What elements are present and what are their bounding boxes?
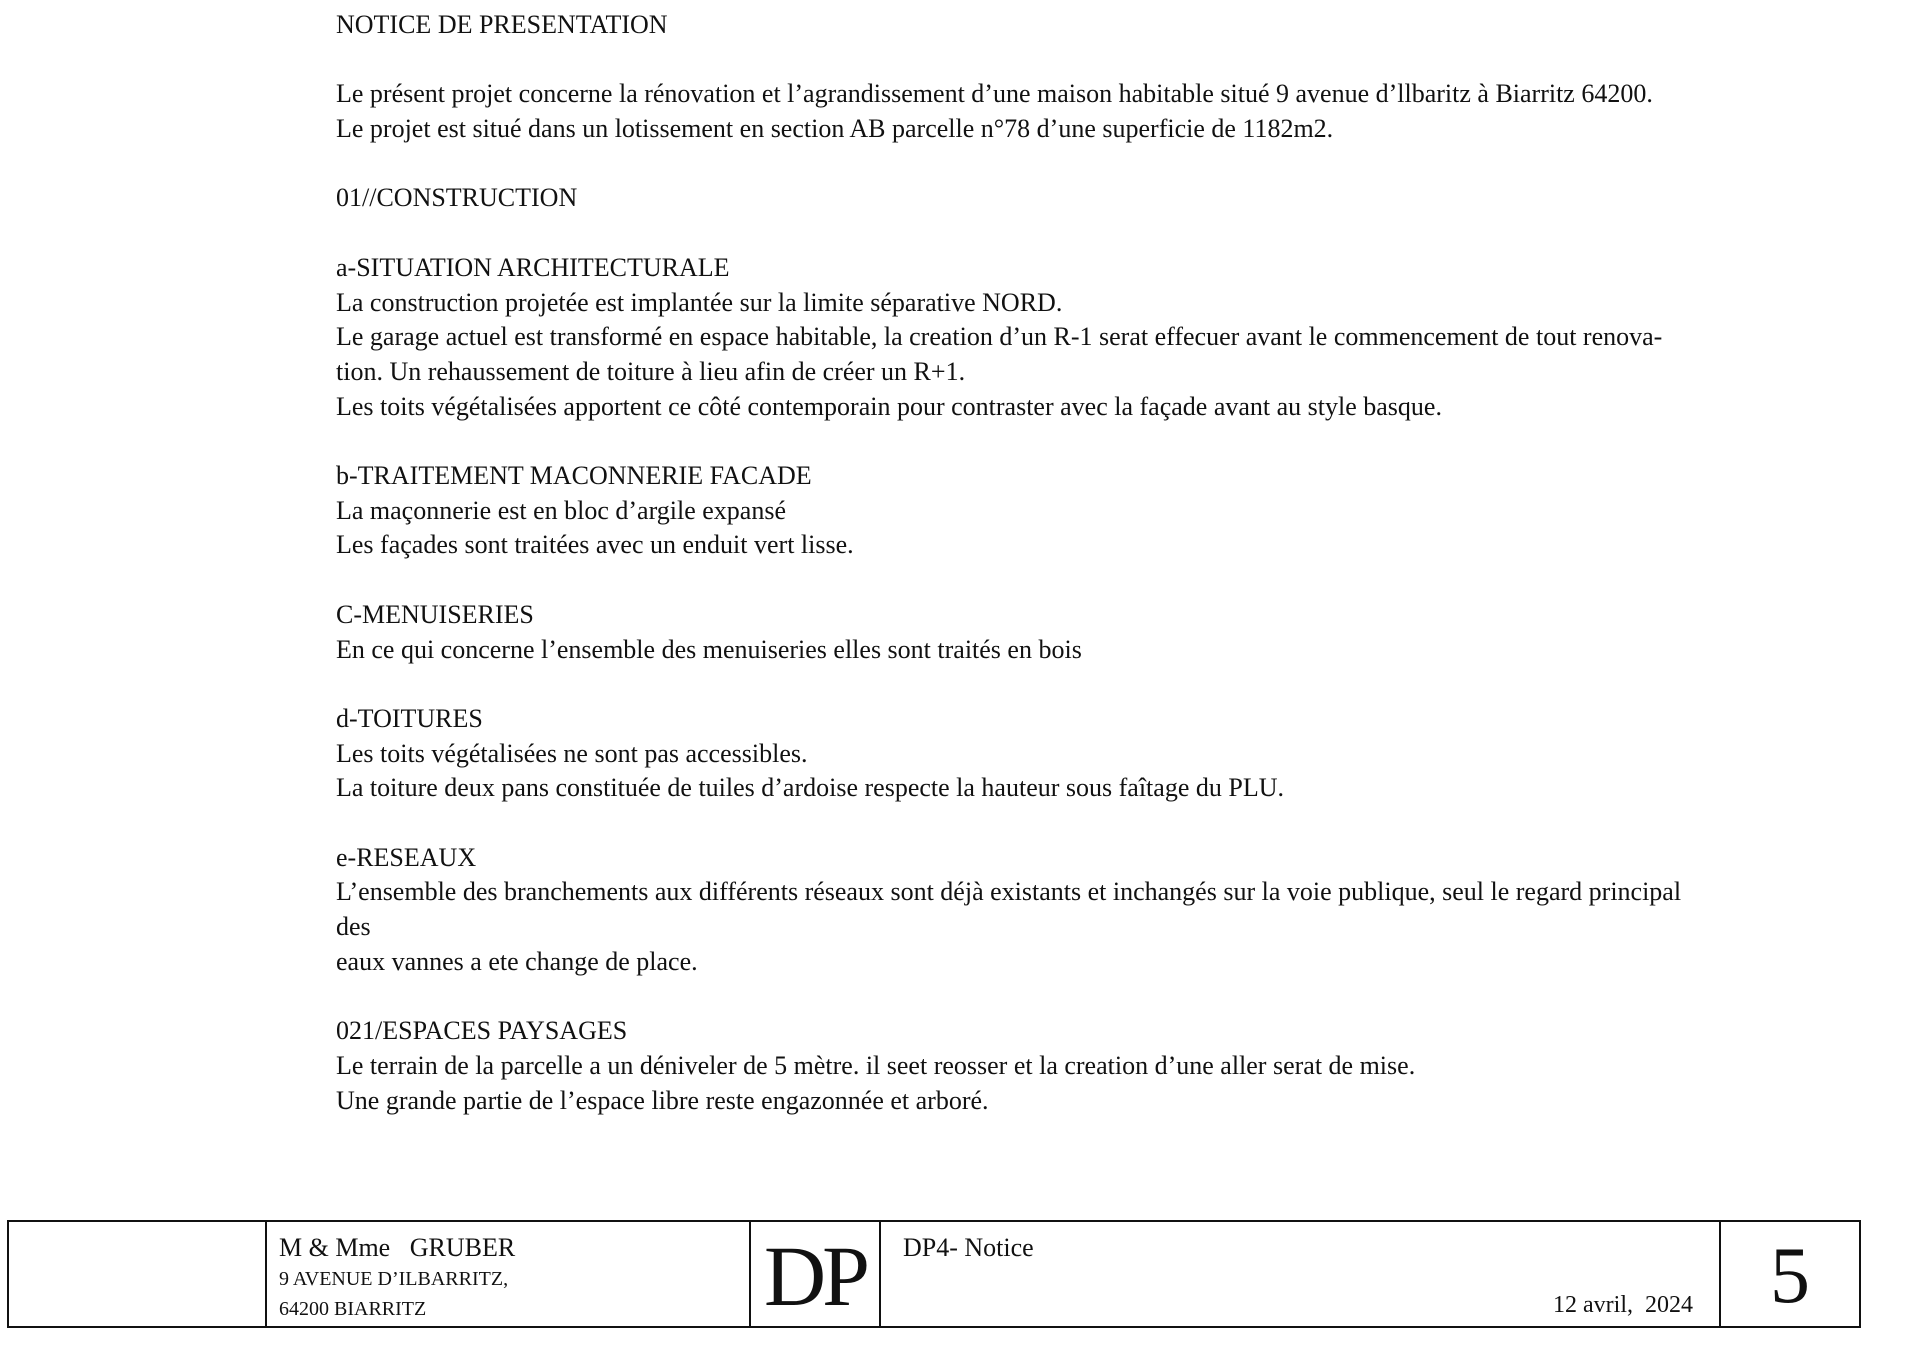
intro-line: Le projet est situé dans un lotissement en section AB parcelle n°78 d’une superficie de 1182m2. (336, 114, 1334, 144)
title-block-empty-cell (9, 1222, 267, 1326)
page-number: 5 (1770, 1232, 1810, 1320)
notice-title: NOTICE DE PRESENTATION (336, 10, 668, 39)
paragraph-line: Les toits végétalisées apportent ce côté contemporain pour contraster avec la façade avant au style basque. (336, 391, 1442, 421)
intro-line: Le présent projet concerne la rénovation et l’agrandissement d’une maison habitable situé 9 avenue d’llbaritz à Biarritz 64200. (336, 79, 1653, 109)
paragraph-line: La toiture deux pans constituée de tuiles d’ardoise respecte la hauteur sous faîtage du PLU. (336, 773, 1284, 803)
section-heading-construction: 01//CONSTRUCTION (336, 183, 578, 213)
blank-line (336, 980, 1816, 1015)
title-block-client-cell (267, 1222, 751, 1326)
paragraph-line: Le terrain de la parcelle a un déniveler de 5 mètre. il seet reosser et la creation d’une aller serat de mise. (336, 1050, 1416, 1080)
subsection-heading-maconnerie: b-TRAITEMENT MACONNERIE FACADE (336, 461, 812, 491)
client-address-line: 9 AVENUE D’ILBARRITZ, (279, 1268, 509, 1290)
blank-line (336, 216, 1816, 251)
paragraph-line: En ce qui concerne l’ensemble des menuiseries elles sont traités en bois (336, 634, 1082, 664)
paragraph-line: Les façades sont traitées avec un enduit vert lisse. (336, 530, 854, 560)
title-block (7, 1220, 1861, 1328)
title-block-document-cell (881, 1222, 1721, 1326)
notice-body (336, 8, 1816, 1118)
subsection-heading-situation: a-SITUATION ARCHITECTURALE (336, 252, 730, 282)
paragraph-line: L’ensemble des branchements aux différents réseaux sont déjà existants et inchangés sur la voie publique, seul le regard principal (336, 877, 1682, 907)
dp-mark: DP (764, 1228, 866, 1324)
subsection-heading-menuiseries: C-MENUISERIES (336, 599, 534, 629)
paragraph-line: tion. Un rehaussement de toiture à lieu afin de créer un R+1. (336, 356, 966, 386)
document-title: DP4- Notice (903, 1233, 1034, 1262)
paragraph-line: des (336, 912, 371, 942)
blank-line (336, 147, 1816, 182)
blank-line (336, 43, 1816, 78)
section-heading-espaces-paysages: 021/ESPACES PAYSAGES (336, 1016, 628, 1046)
paragraph-line: eaux vannes a ete change de place. (336, 946, 698, 976)
client-name: M & Mme GRUBER (279, 1233, 516, 1262)
paragraph-line: Les toits végétalisées ne sont pas accessibles. (336, 738, 808, 768)
subsection-heading-reseaux: e-RESEAUX (336, 842, 477, 872)
blank-line (336, 424, 1816, 459)
blank-line (336, 806, 1816, 841)
title-block-page-cell (1721, 1222, 1859, 1326)
subsection-heading-toitures: d-TOITURES (336, 703, 483, 733)
paragraph-line: Le garage actuel est transformé en espace habitable, la creation d’un R-1 serat effecuer avant le commencement de tout renova- (336, 322, 1663, 352)
paragraph-line: La maçonnerie est en bloc d’argile expansé (336, 495, 786, 525)
blank-line (336, 563, 1816, 598)
title-block-dp-cell (751, 1222, 881, 1326)
blank-line (336, 667, 1816, 702)
client-address-line: 64200 BIARRITZ (279, 1298, 427, 1320)
paragraph-line: La construction projetée est implantée sur la limite séparative NORD. (336, 287, 1063, 317)
document-date: 12 avril, 2024 (1553, 1292, 1693, 1318)
paragraph-line: Une grande partie de l’espace libre reste engazonnée et arboré. (336, 1085, 989, 1115)
